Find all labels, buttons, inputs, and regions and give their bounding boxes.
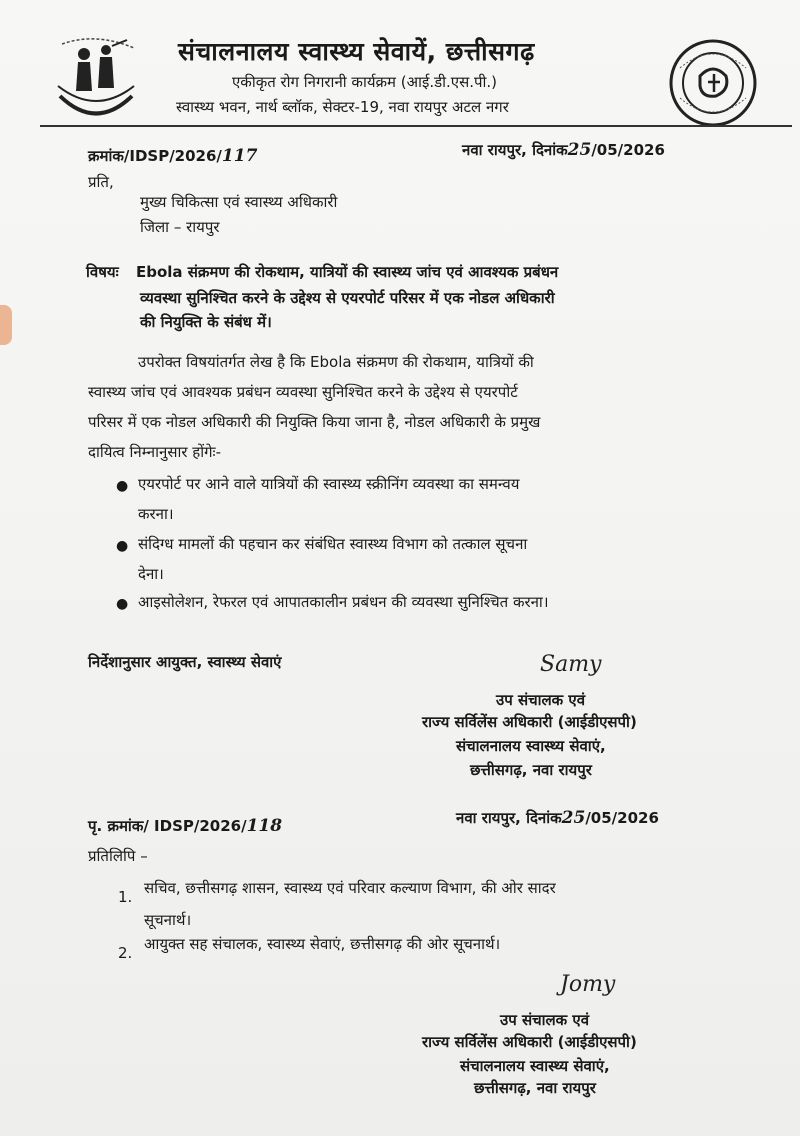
- body-line-4: दायित्व निम्नानुसार होंगेः-: [88, 443, 221, 461]
- sign-2-line-4: छत्तीसगढ़, नवा रायपुर: [474, 1079, 596, 1097]
- copy-item-2-line-1: आयुक्त सह संचालक, स्वास्थ्य सेवाएं, छत्तीसगढ़ की ओर सूचनार्थ।: [144, 935, 501, 953]
- bullet-2-line-2: देना।: [138, 565, 164, 583]
- copy-item-1-num: 1.: [118, 888, 133, 906]
- subject-line-1: Ebola संक्रमण की रोकथाम, यात्रियों की स्वास्थ्य जांच एवं आवश्यक प्रबंधन: [136, 263, 559, 281]
- bullet-dot: ●: [116, 538, 129, 554]
- copy-date-handwritten: 25: [561, 808, 586, 828]
- page-edge-mark: [0, 305, 12, 345]
- header-divider: [40, 125, 792, 127]
- program-name: एकीकृत रोग निगरानी कार्यक्रम (आई.डी.एस.पी.): [232, 73, 498, 91]
- recipient-line-2: जिला – रायपुर: [140, 218, 220, 236]
- copy-ref-handwritten: 118: [246, 816, 283, 836]
- sign-1-line-2: राज्य सर्विलेंस अधिकारी (आईडीएसपी): [422, 713, 637, 731]
- copy-label: प्रतिलिपि –: [88, 847, 148, 865]
- office-address: स्वास्थ्य भवन, नार्थ ब्लॉक, सेक्टर-19, नवा रायपुर अटल नगर: [176, 98, 509, 116]
- body-line-1: उपरोक्त विषयांतर्गत लेख है कि Ebola संक्रमण की रोकथाम, यात्रियों की: [138, 353, 534, 371]
- sign-1-line-3: संचालनालय स्वास्थ्य सेवाएं,: [456, 737, 606, 755]
- to-label: प्रति,: [88, 173, 114, 191]
- bullet-dot: ●: [116, 596, 129, 612]
- subject-line-3: की नियुक्ति के संबंध में।: [140, 313, 272, 331]
- ref-handwritten: 117: [221, 146, 258, 166]
- sign-2-line-1: उप संचालक एवं: [500, 1011, 590, 1029]
- copy-date: नवा रायपुर, दिनांक25/05/2026: [456, 808, 659, 828]
- recipient-line-1: मुख्य चिकित्सा एवं स्वास्थ्य अधिकारी: [140, 193, 338, 211]
- bullet-dot: ●: [116, 478, 129, 494]
- copy-item-2-num: 2.: [118, 944, 133, 962]
- signature-1: Samy: [540, 652, 602, 677]
- subject-label: विषयः: [86, 263, 119, 281]
- sign-2-line-2: राज्य सर्विलेंस अधिकारी (आईडीएसपी): [422, 1033, 637, 1051]
- signature-2: Jomy: [560, 972, 616, 997]
- copy-item-1-line-2: सूचनार्थ।: [144, 911, 192, 929]
- ref-number: क्रमांक/IDSP/2026/117: [88, 146, 258, 166]
- bullet-1-line-1: एयरपोर्ट पर आने वाले यात्रियों की स्वास्थ्य स्क्रीनिंग व्यवस्था का समन्वय: [138, 475, 520, 493]
- chhattisgarh-health-emblem-icon: [52, 36, 140, 124]
- body-line-2: स्वास्थ्य जांच एवं आवश्यक प्रबंधन व्यवस्था सुनिश्चित करने के उद्देश्य से एयरपोर्ट: [88, 383, 518, 401]
- letter-date: नवा रायपुर, दिनांक25/05/2026: [462, 140, 665, 160]
- idsp-seal-icon: [668, 38, 758, 128]
- bullet-2-line-1: संदिग्ध मामलों की पहचान कर संबंधित स्वास्थ्य विभाग को तत्काल सूचना: [138, 535, 528, 553]
- body-line-3: परिसर में एक नोडल अधिकारी की नियुक्ति किया जाना है, नोडल अधिकारी के प्रमुख: [88, 413, 541, 431]
- bullet-3-line-1: आइसोलेशन, रेफरल एवं आपातकालीन प्रबंधन की व्यवस्था सुनिश्चित करना।: [138, 593, 549, 611]
- sign-1-line-1: उप संचालक एवं: [496, 691, 586, 709]
- date-handwritten: 25: [567, 140, 592, 160]
- sign-1-line-4: छत्तीसगढ़, नवा रायपुर: [470, 761, 592, 779]
- copy-item-1-line-1: सचिव, छत्तीसगढ़ शासन, स्वास्थ्य एवं परिवार कल्याण विभाग, की ओर सादर: [144, 879, 556, 897]
- subject-line-2: व्यवस्था सुनिश्चित करने के उद्देश्य से एयरपोर्ट परिसर में एक नोडल अधिकारी: [140, 289, 555, 307]
- copy-ref-number: पृ. क्रमांक/ IDSP/2026/118: [88, 816, 283, 836]
- sign-2-line-3: संचालनालय स्वास्थ्य सेवाएं,: [460, 1057, 610, 1075]
- page-title: संचालनालय स्वास्थ्य सेवायें, छत्तीसगढ़: [178, 37, 535, 66]
- bullet-1-line-2: करना।: [138, 505, 174, 523]
- direction-line: निर्देशानुसार आयुक्त, स्वास्थ्य सेवाएं: [88, 653, 282, 671]
